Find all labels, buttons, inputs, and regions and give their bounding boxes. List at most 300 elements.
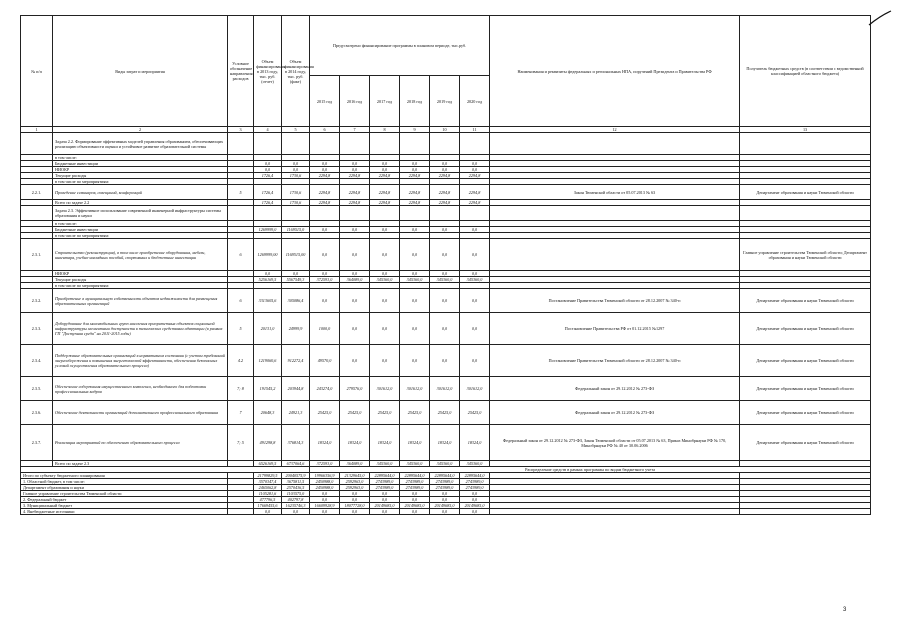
column-number: 9 [400,127,430,133]
totals-year-value: 21329645,0 [340,473,370,479]
row-year-value: 345360,0 [430,461,460,467]
row-name: Приобретение в муниципальную собственность объектов недвижимости для размещения образовательных организаций [53,289,228,313]
totals-name: 1. Областной бюджет, в том числе: [21,479,228,485]
totals-year-value: 0,0 [400,497,430,503]
row-year-value [370,206,400,221]
row-name: Доборудование для маломобильных групп населения приоритетных объектов социальной инфраструктуры элементами доступности в технических средствами адаптации (в рамках ГП "Доступная среда" на 2011-2015 годы) [53,313,228,345]
row-vol2014: 305086,4 [282,289,310,313]
row-number: 2.2.1. [21,185,53,200]
totals-year-value: 0,0 [340,497,370,503]
row-name: Задача 2.2. Формирование эффективных моделей управления образованием, обеспечивающих реализацию объективности оценки и устойчивое развитие образовательной системы [53,133,228,155]
program-finance-table [20,15,871,515]
row-year-value: 0,0 [370,345,400,377]
totals-name: Главное управление строительства Тюменской области [21,491,228,497]
row-year-value [460,133,490,155]
row-year-value: 301612,0 [400,377,430,401]
row-year-value [430,133,460,155]
totals-name: 4. Внебюджетные источники [21,509,228,515]
totals-vol2014: 3675811,5 [282,479,310,485]
row-vol2013: 20131,0 [254,313,282,345]
row-vol2013: 20648,3 [254,401,282,425]
row-vol2013: 491298,8 [254,425,282,461]
row-vol2014: 203944,8 [282,377,310,401]
totals-year-value: 0,0 [370,509,400,515]
totals-year-value: 22895644,0 [400,473,430,479]
totals-recipient [740,509,871,515]
totals-year-value: 0,0 [400,491,430,497]
totals-vol2013: 2465062,8 [254,485,282,491]
row-year-value: 301612,0 [370,377,400,401]
year-header: 2017 год [370,76,400,127]
distribution-caption: Распределение средств в рамках программы по видам бюджетного учета [310,467,871,473]
row-year-value: 2294,8 [460,200,490,206]
row-basis: Федеральный закон от 29.12.2012 № 273-ФЗ [490,377,740,401]
totals-year-value: 22895644,0 [370,473,400,479]
row-year-value: 0,0 [370,167,400,173]
row-year-value: 25425,0 [340,401,370,425]
row-year-value: 0,0 [430,239,460,271]
row-year-value [310,206,340,221]
row-name: Поддержание образовательных организаций в нормативном состоянии (с учетом требований энергосбережения и повышения энергетической эффективности, обеспечения безопасных условий осуществления образовательного процесса) [53,345,228,377]
row-basis: Постановление Правительства Тюменской области от 28.12.2007 № 340-п [490,345,740,377]
totals-year-value: 20149685,0 [430,503,460,509]
row-vol2013: 1269999,0 [254,227,282,233]
totals-year-value: 22895644,0 [430,473,460,479]
row-number [21,133,53,155]
totals-year-value: 2743989,0 [370,485,400,491]
row-year-value: 18324,0 [400,425,430,461]
row-vol2014: 1169515,00 [282,239,310,271]
row-year-value: 2294,8 [400,173,430,179]
row-basis: Постановление Правительства Тюменской области от 28.12.2007 № 340-п [490,289,740,313]
totals-year-value: 2743989,0 [370,479,400,485]
totals-year-value: 0,0 [430,509,460,515]
row-number: 2.3.4. [21,345,53,377]
totals-name: 2. Федеральный бюджет [21,497,228,503]
row-year-value: 0,0 [370,313,400,345]
totals-year-value: 0,0 [370,497,400,503]
row-year-value [340,206,370,221]
row-vol2014: 0,0 [282,271,310,277]
row-year-value: 0,0 [430,345,460,377]
row-vol2014: 0,0 [282,167,310,173]
col-indicator-header: Условное обозначение направления расходов [228,16,254,127]
totals-year-value: 0,0 [400,509,430,515]
row-recipient: Департамент образования и науки Тюменской области [740,185,871,200]
row-vol2014: 912272,4 [282,345,310,377]
row-year-value: 0,0 [370,289,400,313]
totals-year-value: 20149685,0 [400,503,430,509]
row-vol2013: 6526169,5 [254,461,282,467]
row-year-value: 0,0 [370,239,400,271]
table-row [21,313,871,345]
row-year-value: 2294,8 [340,173,370,179]
row-year-value: 364089,0 [340,461,370,467]
row-vol2014: 1730,6 [282,185,310,200]
row-indicator: 5 [228,185,254,200]
row-year-value: 0,0 [340,313,370,345]
row-year-value: 0,0 [340,227,370,233]
row-year-value: 345360,0 [430,277,460,283]
row-vol2014: 5567549,3 [282,277,310,283]
row-year-value: 25425,0 [370,401,400,425]
pen-mark-icon [868,10,892,26]
row-year-value [370,133,400,155]
row-name: в том числе по мероприятиям: [53,179,228,185]
row-vol2013: 0,0 [254,161,282,167]
row-vol2014: 6737064,6 [282,461,310,467]
row-vol2013: 1269999,00 [254,239,282,271]
row-year-value: 2294,8 [370,200,400,206]
row-vol2013: 3313605,6 [254,289,282,313]
row-year-value [310,133,340,155]
row-recipient: Департамент образования и науки Тюменской области [740,377,871,401]
year-header: 2015 год [310,76,340,127]
row-year-value: 2294,8 [370,173,400,179]
row-vol2014: 1730,6 [282,200,310,206]
totals-year-value: 0,0 [310,491,340,497]
row-vol2013: 5256169,5 [254,277,282,283]
row-year-value: 364089,0 [340,277,370,283]
totals-row [21,509,871,515]
row-name: Реализация мероприятий по обеспечению образовательного процесса [53,425,228,461]
row-year-value: 0,0 [340,239,370,271]
row-number: 2.3.2. [21,289,53,313]
row-name: Строительство (реконструкция), в том числе приобретение оборудования, мебели, инвентаря, учебно-наглядных пособий, спортивных и бюджетные инвестиции [53,239,228,271]
totals-basis [490,509,740,515]
row-year-value: 372593,0 [310,461,340,467]
row-recipient [740,206,871,221]
row-basis: Федеральный закон от 29.12.2012 № 273-ФЗ [490,401,740,425]
row-number: 2.3.6. [21,401,53,425]
totals-year-value: 2743989,0 [460,485,490,491]
row-year-value: 0,0 [430,313,460,345]
totals-year-value: 20149685,0 [370,503,400,509]
row-year-value: 18324,0 [310,425,340,461]
table-row [21,401,871,425]
row-year-value: 0,0 [460,167,490,173]
row-year-value: 0,0 [310,161,340,167]
totals-vol2013: 3570347,4 [254,479,282,485]
totals-vol2014: 402797,8 [282,497,310,503]
totals-vol2013: 21799829,5 [254,473,282,479]
row-indicator: 4.2 [228,345,254,377]
row-year-value: 0,0 [430,271,460,277]
row-year-value: 25425,0 [310,401,340,425]
row-year-value: 2294,8 [310,185,340,200]
row-year-value: 0,0 [400,239,430,271]
totals-year-value: 0,0 [340,491,370,497]
row-recipient: Департамент образования и науки Тюменской области [740,313,871,345]
column-number: 13 [740,127,871,133]
row-vol2013 [254,206,282,221]
totals-year-value: 2450988,0 [310,485,340,491]
row-basis: Закон Тюменской области от 05.07.2013 № 63 [490,185,740,200]
column-number: 2 [53,127,228,133]
row-vol2013: 1726,4 [254,185,282,200]
row-year-value: 2294,8 [310,173,340,179]
totals-year-value: 0,0 [340,509,370,515]
row-year-value: 0,0 [340,271,370,277]
row-year-value: 0,0 [400,289,430,313]
row-year-value: 2294,8 [370,185,400,200]
table-row [21,289,871,313]
totals-year-value: 0,0 [460,491,490,497]
row-year-value: 2294,8 [340,200,370,206]
row-year-value: 0,0 [370,227,400,233]
row-year-value: 0,0 [460,345,490,377]
row-year-value: 0,0 [400,313,430,345]
totals-year-value: 19966356,9 [310,473,340,479]
row-name: Задача 2.3. Эффективное использование современной инженерной инфраструктуры системы образования и науки [53,206,228,221]
totals-year-value: 0,0 [430,491,460,497]
year-header: 2016 год [340,76,370,127]
row-vol2014: 376814,3 [282,425,310,461]
row-recipient: Департамент образования и науки Тюменской области [740,345,871,377]
row-year-value: 0,0 [430,161,460,167]
totals-year-value: 0,0 [460,509,490,515]
row-recipient: Департамент образования и науки Тюменской области [740,401,871,425]
row-year-value: 25425,0 [430,401,460,425]
totals-vol2014: 16235746,3 [282,503,310,509]
totals-vol2014: 0,0 [282,509,310,515]
table-row [21,377,871,401]
row-year-value: 0,0 [460,313,490,345]
totals-vol2014: 20040575,9 [282,473,310,479]
row-year-value [430,206,460,221]
row-indicator: 7 [228,401,254,425]
table-row [21,425,871,461]
row-year-value: 345360,0 [460,461,490,467]
row-year-value: 0,0 [340,289,370,313]
row-year-value: 301612,0 [430,377,460,401]
row-year-value [400,206,430,221]
row-year-value: 0,0 [310,271,340,277]
row-number: 2.3.5. [21,377,53,401]
row-year-value: 345360,0 [400,461,430,467]
row-vol2013: 1726,4 [254,173,282,179]
row-year-value: 2294,8 [430,185,460,200]
row-name: в том числе: [53,155,228,161]
row-year-value: 2294,8 [430,173,460,179]
row-number: 2.3.1. [21,239,53,271]
table-row [21,239,871,271]
totals-year-value: 22895644,0 [460,473,490,479]
row-year-value: 2294,8 [430,200,460,206]
row-year-value [460,206,490,221]
row-year-value: 0,0 [370,161,400,167]
row-vol2014: 1730,6 [282,173,310,179]
row-year-value: 2294,8 [460,173,490,179]
totals-vol2013: 477796,5 [254,497,282,503]
column-number: 10 [430,127,460,133]
col-name-header: Виды затрат и мероприятия [53,16,228,127]
column-number: 11 [460,127,490,133]
row-year-value: 0,0 [400,345,430,377]
row-basis [490,239,740,271]
totals-name: Департамент образования и науки [21,485,228,491]
row-name: Проведение семинаров, совещаний, конференций [53,185,228,200]
totals-year-value: 0,0 [460,497,490,503]
column-number: 3 [228,127,254,133]
row-year-value: 0,0 [340,345,370,377]
row-year-value: 2294,8 [400,185,430,200]
row-year-value: 345360,0 [400,277,430,283]
totals-year-value: 2592963,0 [340,485,370,491]
table-row [21,133,871,155]
row-name: Всего по задаче 2.2 [53,200,228,206]
row-year-value: 279576,0 [340,377,370,401]
row-year-value: 18324,0 [370,425,400,461]
row-year-value: 0,0 [310,227,340,233]
totals-year-value: 0,0 [370,491,400,497]
col-recipient-header: Получатель бюджетных средств (в соответствии с ведомственной классификацией областного бюджета) [740,16,871,127]
row-year-value: 345360,0 [460,277,490,283]
row-year-value: 18324,0 [340,425,370,461]
row-vol2014: 0,0 [282,161,310,167]
row-indicator [228,133,254,155]
row-basis [490,133,740,155]
year-header: 2019 год [430,76,460,127]
row-recipient: Департамент образования и науки Тюменской области [740,289,871,313]
totals-year-value: 2743989,0 [430,479,460,485]
column-number: 4 [254,127,282,133]
row-name: Текущие расходы [53,277,228,283]
totals-vol2013: 1105281,6 [254,491,282,497]
row-basis: Постановление Правительства РФ от 01.12.2015 №1297 [490,313,740,345]
row-basis [490,206,740,221]
column-number: 1 [21,127,53,133]
row-recipient: Главное управление строительства Тюменской области; Департамент образования и науки Тюменской области [740,239,871,271]
row-name: в том числе по мероприятиям: [53,233,228,239]
column-number: 5 [282,127,310,133]
row-indicator: 7; 8 [228,377,254,401]
row-basis: Федеральный закон от 29.12.2012 № 273-ФЗ, Закон Тюменской области от 05.07.2013 № 63, Приказ Минобрнауки РФ № 170, Минобрнауки РФ № 40 от 30.06.2006 [490,425,740,461]
row-year-value: 0,0 [430,167,460,173]
row-year-value: 372593,0 [310,277,340,283]
col-basis-header: Наименования и реквизиты федеральных и региональных НПА, поручений Президента и Правительства РФ [490,16,740,127]
totals-year-value: 2592963,0 [340,479,370,485]
row-number: 2.3.3. [21,313,53,345]
column-number: 12 [490,127,740,133]
col-vol2014-header: Объем финансирования в 2014 году, тыс. руб. (факт) [282,16,310,127]
row-name: Бюджетные инвестиции [53,161,228,167]
table-row [21,345,871,377]
row-year-value: 25425,0 [400,401,430,425]
row-year-value: 0,0 [460,161,490,167]
page-number: 3 [843,607,847,613]
row-year-value: 345360,0 [370,277,400,283]
col-num-header: № п/п [21,16,53,127]
row-name: НИОКР [53,271,228,277]
row-indicator: 6 [228,289,254,313]
row-year-value: 49570,0 [310,345,340,377]
totals-vol2014: 2570436,5 [282,485,310,491]
row-year-value: 0,0 [310,289,340,313]
row-vol2013: 0,0 [254,271,282,277]
totals-year-value: 16609928,9 [310,503,340,509]
table-row [21,206,871,221]
row-vol2014: 24921,3 [282,401,310,425]
column-number: 7 [340,127,370,133]
row-name: НИОКР [53,167,228,173]
totals-name: Итого по субъекту бюджетного планирования [21,473,228,479]
year-header: 2018 год [400,76,430,127]
totals-year-value: 0,0 [310,509,340,515]
column-number: 6 [310,127,340,133]
row-year-value [400,133,430,155]
row-year-value: 0,0 [400,161,430,167]
row-year-value: 0,0 [340,161,370,167]
totals-indicator [228,509,254,515]
col-vol2013-header: Объем финансирования в 2013 году, тыс. руб. (отчет) [254,16,282,127]
row-indicator: 6 [228,239,254,271]
row-vol2014 [282,206,310,221]
totals-year-value: 2743989,0 [460,479,490,485]
row-vol2014: 24999,9 [282,313,310,345]
totals-vol2013: 0,0 [254,509,282,515]
totals-year-value: 2743989,0 [400,479,430,485]
row-year-value: 0,0 [460,289,490,313]
row-name: Всего по задаче 2.3 [53,461,228,467]
row-year-value: 0,0 [460,227,490,233]
row-vol2014 [282,133,310,155]
row-name: Обеспечение деятельности организаций дополнительного профессионального образования [53,401,228,425]
row-number: 2.3.7. [21,425,53,461]
row-name: Бюджетные инвестиции [53,227,228,233]
totals-year-value: 20149685,0 [460,503,490,509]
row-year-value: 345360,0 [370,461,400,467]
row-year-value: 0,0 [460,271,490,277]
row-year-value: 25425,0 [460,401,490,425]
row-year-value: 0,0 [310,167,340,173]
row-vol2014: 1169515,0 [282,227,310,233]
totals-year-value: 0,0 [310,497,340,503]
row-indicator [228,206,254,221]
row-year-value: 0,0 [400,167,430,173]
row-year-value: 2294,8 [400,200,430,206]
totals-vol2013: 17669455,6 [254,503,282,509]
row-year-value: 0,0 [340,167,370,173]
row-year-value: 0,0 [310,239,340,271]
row-indicator: 5 [228,313,254,345]
row-vol2013: 191545,2 [254,377,282,401]
row-year-value: 0,0 [400,271,430,277]
totals-name: 3. Муниципальный бюджет [21,503,228,509]
row-name: в том числе: [53,221,228,227]
totals-vol2014: 1103575,0 [282,491,310,497]
row-recipient: Департамент образования и науки Тюменской области [740,425,871,461]
row-year-value: 301612,0 [460,377,490,401]
row-recipient [740,133,871,155]
row-year-value: 1000,0 [310,313,340,345]
column-number: 8 [370,127,400,133]
row-vol2013: 0,0 [254,167,282,173]
totals-year-value: 2450988,0 [310,479,340,485]
col-planned-header: Предусмотрено финансирование программы в плановом периоде, тыс.руб. [310,16,490,76]
row-number [21,206,53,221]
row-year-value: 0,0 [370,271,400,277]
row-year-value: 18324,0 [460,425,490,461]
row-name: Обеспечение содержания имущественного комплекса, необходимого для подготовки профессиональных кадров [53,377,228,401]
row-name: Текущие расходы [53,173,228,179]
row-name: в том числе по мероприятиям: [53,283,228,289]
row-year-value: 0,0 [430,227,460,233]
table-row [21,185,871,200]
row-year-value [340,133,370,155]
year-header: 2020 год [460,76,490,127]
row-year-value: 18324,0 [430,425,460,461]
